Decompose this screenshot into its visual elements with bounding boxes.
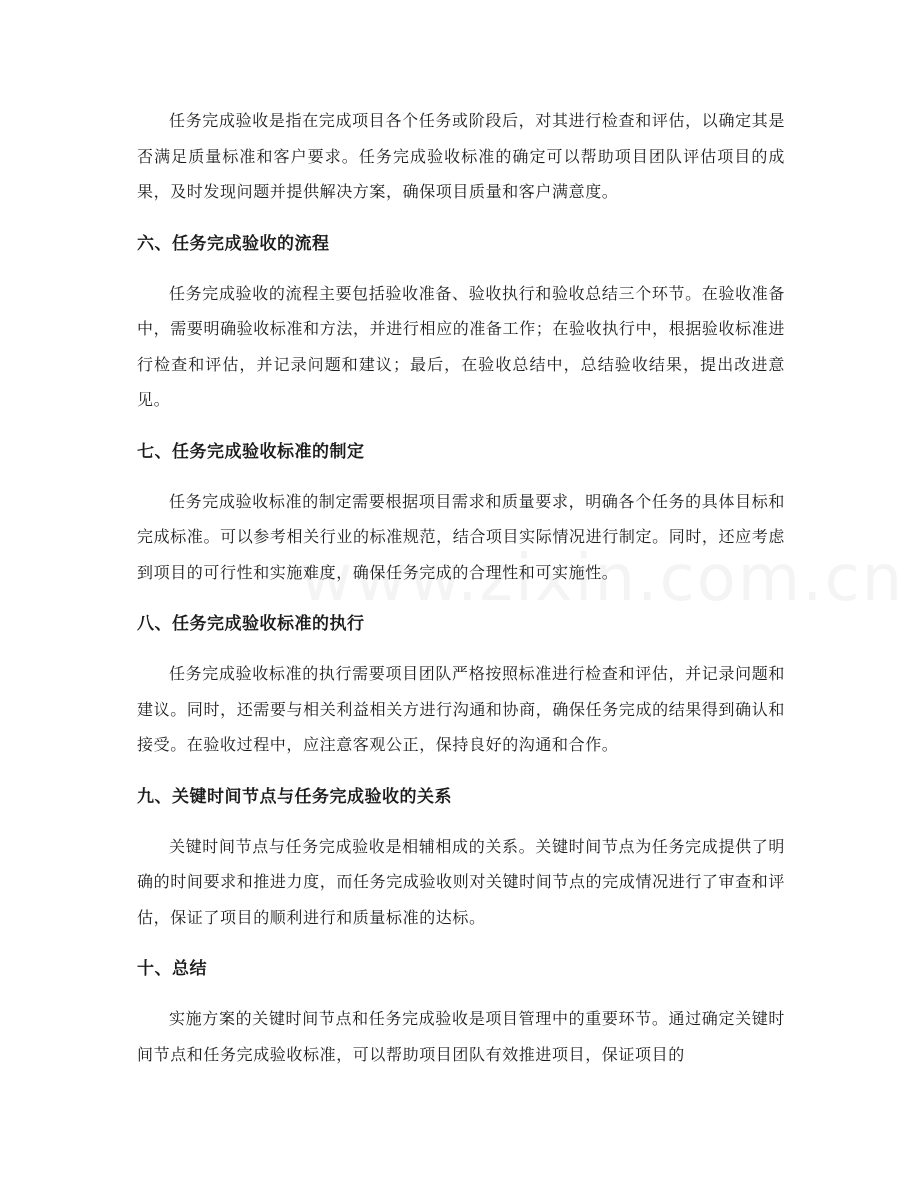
section-6-heading: 六、任务完成验收的流程 — [137, 233, 330, 254]
section-7-heading: 七、任务完成验收标准的制定 — [137, 441, 365, 462]
section-7-paragraph: 任务完成验收标准的制定需要根据项目需求和质量要求，明确各个任务的具体目标和完成标准。可以参考相关行业的标准规范，结合项目实际情况进行制定。同时，还应考虑到项目的可行性和实施难度，确保任务完成的合理性和可实施性。 — [137, 491, 785, 582]
intro-paragraph: 任务完成验收是指在完成项目各个任务或阶段后，对其进行检查和评估，以确定其是否满足质量标准和客户要求。任务完成验收标准的确定可以帮助项目团队评估项目的成果，及时发现问题并提供解决方案，确保项目质量和客户满意度。 — [137, 111, 785, 201]
section-8-heading: 八、任务完成验收标准的执行 — [137, 614, 365, 634]
section-8-paragraph: 任务完成验收标准的执行需要项目团队严格按照标准进行检查和评估，并记录问题和建议。同时，还需要与相关利益相关方进行沟通和协商，确保任务完成的结果得到确认和接受。在验收过程中，应注意客观公正，保持良好的沟通和合作。 — [137, 664, 785, 754]
section-10-paragraph: 实施方案的关键时间节点和任务完成验收是项目管理中的重要环节。通过确定关键时间节点和任务完成验收标准，可以帮助项目团队有效推进项目，保证项目的 — [137, 1009, 785, 1064]
section-9-paragraph: 关键时间节点与任务完成验收是相辅相成的关系。关键时间节点为任务完成提供了明确的时间要求和推进力度，而任务完成验收则对关键时间节点的完成情况进行了审查和评估，保证了项目的顺利进行和质量标准的达标。 — [137, 836, 785, 927]
section-10-heading: 十、总结 — [137, 959, 207, 979]
section-6-paragraph: 任务完成验收的流程主要包括验收准备、验收执行和验收总结三个环节。在验收准备中，需要明确验收标准和方法，并进行相应的准备工作；在验收执行中，根据验收标准进行检查和评估，并记录问题和建议；最后，在验收总结中，总结验收结果，提出改进意见。 — [137, 283, 785, 409]
document-page — [137, 103, 785, 1072]
section-9-heading: 九、关键时间节点与任务完成验收的关系 — [137, 786, 452, 807]
